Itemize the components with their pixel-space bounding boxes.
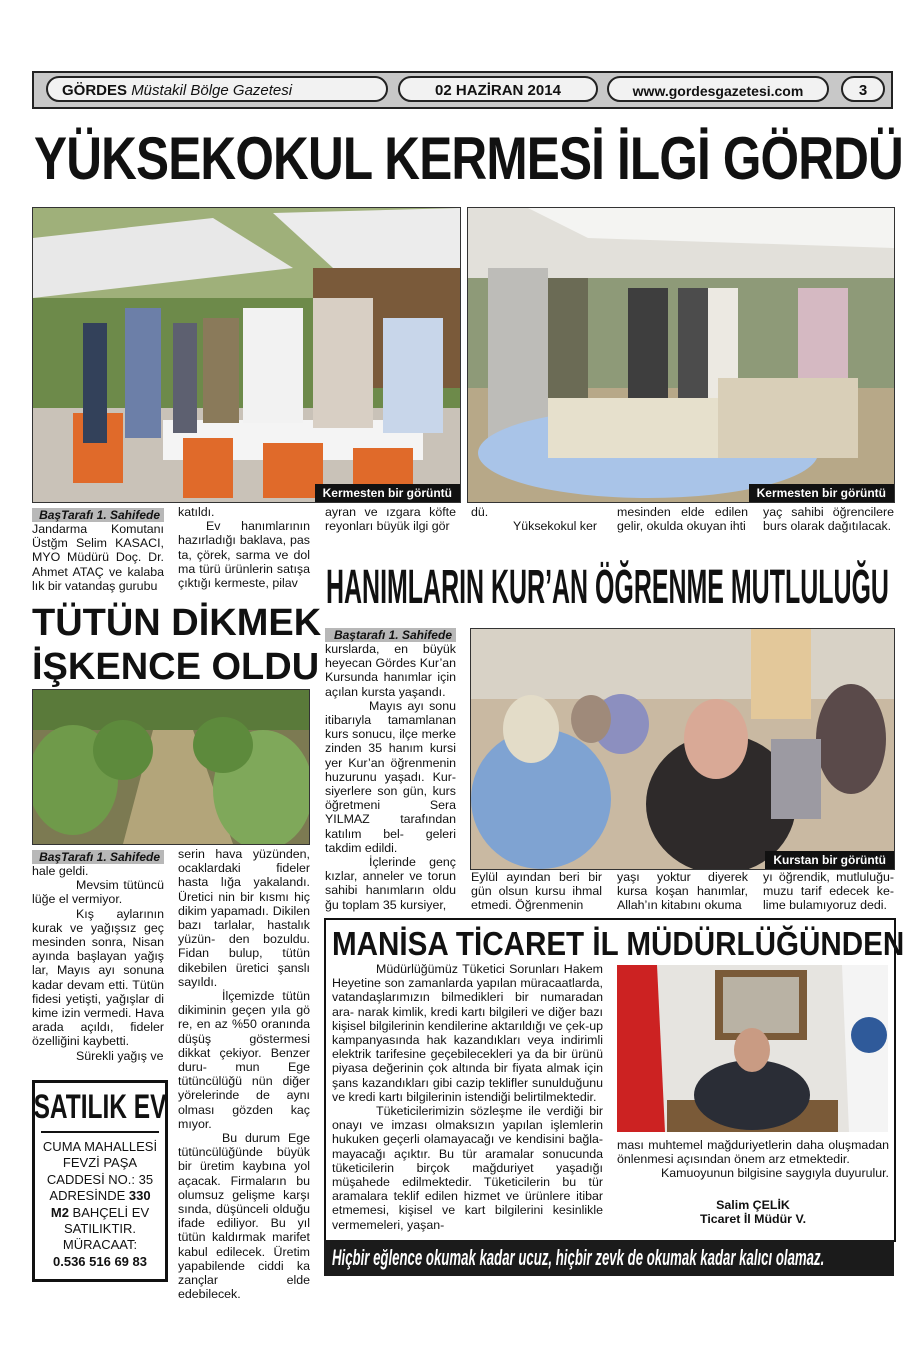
tutun-col-1-text-b: Mevsim tütüncü lüğe el vermiyor.: [32, 878, 164, 907]
kermes-col-4: [471, 505, 602, 533]
kuran-col-4: [763, 870, 894, 913]
paper-subtitle: Müstakil Bölge Gazetesi: [131, 82, 293, 99]
kermes-photo-1-image: [33, 208, 460, 502]
tutun-col-1: [32, 850, 164, 1063]
kermes-col-2: [178, 505, 310, 590]
kermes-photo-2-image: [468, 208, 894, 502]
tutun-col-1-text-c: Kış aylarının kurak ve yağışsız geç mesinden sonra, Nisan ayında başlayan yağış lar, Mayıs ayı sonuna kadar devam etti. Tütün fidesi yetişti, yağışlar di kime izin vermedi. Hava arada açıldı, fideler özelliğini kaybetti.: [32, 906, 164, 1049]
kermes-col-3: [325, 505, 456, 533]
ticaret-text-right: [617, 1138, 889, 1181]
kuran-continued-tag: Başt​arafı 1. Sahifede: [325, 628, 456, 642]
house-for-sale-ad: [32, 1080, 168, 1282]
ticaret-text-left: [332, 962, 603, 1232]
page-number: 3: [858, 82, 868, 99]
issue-date: 02 HAZİRAN 2014: [435, 82, 561, 99]
website-link[interactable]: www.gordesgazetesi.com: [632, 83, 804, 99]
kermes-photo-1-caption: Kermesten bir görüntü: [315, 484, 460, 502]
kermes-col-6: [763, 505, 894, 533]
house-ad-unit: M2: [50, 1204, 69, 1220]
kermes-col-2-text-a: katıldı.: [178, 505, 215, 519]
kuran-col-1-text-c: İçlerinde genç kızlar, anneler ve torun sahibi hanımların oldu ğu toplam 35 kursiyer,: [325, 855, 456, 912]
tutun-headline-line-1: TÜTÜN DİKMEK: [32, 602, 322, 644]
kuran-col-1-text-b: Mayıs ayı sonu itibarıyla tamamlanan kurs sonucu, ilçe merke zinden 35 hanım kursi yer Kur’an öğrenmenin huzurunu yaşadı. Kur- siyerlere son gün, kurs öğretmeni Sera YILMAZ tarafından katılım bel- geleri takdim edildi.: [325, 698, 456, 855]
tutun-col-2-text-b: İlçemizde tütün dikiminin geçen yıla gö re, en az %50 oranında düşüş göstermesi dikkat çekiyor. Benzer duru- mun Ege tütüncülüğü nün diğer yörelerinde de aynı olması gözden kaç mıyor.: [178, 989, 310, 1131]
ticaret-para-3: ması muhtemel mağduriyetlerin daha oluşmadan önlenmesi açısından önem arz etmektedir.: [617, 1138, 889, 1167]
house-ad-line-5: [35, 1205, 165, 1221]
kermes-col-5-text: mesinden elde edilen gelir, okulda okuyan ihti: [617, 505, 748, 534]
house-ad-phone: 0.536 516 69 83: [53, 1253, 147, 1269]
kermes-col-5: [617, 505, 748, 533]
website-pill[interactable]: [607, 76, 829, 102]
kuran-col-3: [617, 870, 748, 913]
house-for-sale-divider: [41, 1131, 159, 1133]
kuran-photo-image: [471, 629, 894, 869]
page-number-pill: [841, 76, 885, 102]
house-ad-line-3: CADDESİ NO.: 35: [46, 1171, 154, 1187]
paper-name: GÖRDES: [62, 82, 128, 99]
kuran-photo-caption: Kurstan bir görüntü: [765, 851, 894, 869]
kermes-col-3-text: ayran ve ızgara köfte reyonları büyük ilgi gör: [325, 505, 456, 534]
date-pill: [398, 76, 598, 102]
kermes-photo-2-caption: Kermesten bir görüntü: [749, 484, 894, 502]
kermes-photo-1: [32, 207, 461, 503]
kermes-col-4-text-b: Yüksekokul ker: [513, 519, 598, 534]
house-for-sale-body: [35, 1139, 165, 1270]
tutun-col-2-text-c: Bu durum Ege tütüncülüğünde büyük bir üretim kaybına yol açacak. Firmaların bu olumsuz gelişme karşı sında, düşünceli olduğu ifade ediliyor. Bu yıl tütün kaldırmak marifet kabul edilecek. Üretim yapabilende ciddi ka zançlar elde edebilecek.: [178, 1131, 310, 1302]
tobacco-field-image: [33, 690, 309, 844]
house-ad-line-4-text: ADRESİNDE: [49, 1188, 129, 1204]
house-ad-line-4: [35, 1188, 165, 1204]
kuran-col-3-text: yaşı yoktur diyerek kursa koşan hanımlar, Allah’ın kitabını okuma: [617, 870, 748, 913]
ticaret-para-4: Kamuoyunun bilgisine saygıyla duyurulur.: [661, 1166, 889, 1181]
kermes-col-1: [32, 508, 164, 593]
tutun-col-2-text-a: serin hava yüzünden, ocaklardaki fideler hasta lığa yakalandı. Üretici nin bir kısmı hiç dikim yapamadı. Dikilen bazı tarlalar, hastalık yüzün- den bozuldu. Fidan bulup, tütün dikebilen üretici şanslı sayıldı.: [178, 847, 310, 989]
footer-slogan-banner: [324, 1240, 894, 1276]
signer-title: Ticaret İl Müdür V.: [699, 1212, 807, 1227]
house-ad-line-1: CUMA MAHALLESİ: [42, 1139, 158, 1154]
house-ad-line-6: SATILIKTIR.: [64, 1221, 136, 1237]
kermes-col-2-text-b: Ev hanımlarının hazırladığı baklava, pas ta, çörek, sarma ve dol ma türü ürünlerin satışa çıktığı kermeste, pilav: [178, 519, 310, 591]
kermes-photo-2: [467, 207, 895, 503]
kuran-headline: HANIMLARIN KUR’AN ÖĞRENME MUTLULUĞU: [326, 561, 889, 614]
director-photo-image: [617, 965, 888, 1132]
ticaret-para-2: Tüketicilerimizin sözleşme ile verdiği bir onayı ve imzası olmaksızın yapılan işlemlerin hukuken geçerli olamayacağı ve kendisini bağla- mayacağı açıktır. Bu tür aramalar sonucunda tüketicilerin birçok mağduriyet yaşadığı müşahede edilmektedir. Tüketicilerin bu tür aramalara teklif edilen hizmet ve ürünlere itibar etmemesi, kişisel ve kart bilgilerini kesinlikle vermemeleri, yaşan-: [332, 1104, 603, 1232]
kermes-col-1-text: Jandarma Komutanı Üstğm Selim KASACI, MYO Müdürü Doç. Dr. Ahmet ATAÇ ve kalaba lık bir vatandaş gurubu: [32, 522, 164, 593]
paper-name-pill: [46, 76, 388, 102]
footer-slogan-text: Hiçbir eğlence okumak kadar ucuz, hiçbir zevk de okumak kadar kalıcı olamaz.: [332, 1245, 825, 1270]
kermes-col-4-text-a: dü.: [471, 505, 489, 519]
house-ad-area: 330: [128, 1188, 151, 1204]
kuran-col-4-text: yı öğrendik, mutluluğu- muzu tarif edecek ke- lime bulamıyoruz dedi.: [763, 870, 894, 913]
kuran-col-2-text: Eylül ayından beri bir gün olsun kursu ihmal etmedi. Öğrenmenin: [471, 870, 602, 913]
ticaret-para-1: Müdürlüğümüz Tüketici Sorunları Hakem Heyetine son zamanlarda yapılan müracaatlarda, vatandaşlarımızın bilmedikleri bir numaradan ara- narak kimlik, kredi kartı bilgileri ve diğer bazı kişisel bilgilerinin kendilerine aktarıldığı ve çek-up kampanyasında hak kazandıkları veya indirimli elektrik tarifesine geçebilecekleri ya da bir ürünü piyasa değerinin çok altında bir fiyata almak için şans kazandıkları gibi cazip teklifler sunulduğunu ve kredi kartı bilgilerinin istendiği belirtilmektedir.: [332, 962, 603, 1104]
kermes-continued-tag: BaşTarafı 1. Sahifede: [32, 508, 164, 522]
signer-name: Salim ÇELİK: [716, 1198, 790, 1212]
house-for-sale-title: SATILIK EV: [33, 1088, 167, 1126]
ticaret-signature: [617, 1198, 889, 1226]
kuran-photo: [470, 628, 895, 870]
main-headline: YÜKSEKOKUL KERMESİ İLGİ GÖRDÜ: [34, 125, 903, 192]
kuran-col-1-text-a: kurslarda, en büyük heyecan Gördes Kur’an Kursunda hanımlar için açılan kursta yaşandı.: [325, 642, 456, 699]
tobacco-field-photo: [32, 689, 310, 845]
ticaret-headline: MANİSA TİCARET İL MÜDÜRLÜĞÜNDEN: [332, 925, 905, 962]
kuran-col-2: [471, 870, 602, 913]
tutun-continued-tag: BaşTarafı 1. Sahifede: [32, 850, 164, 864]
director-photo: [617, 965, 888, 1132]
tutun-col-2: [178, 847, 310, 1302]
tutun-col-1-text-a: hale geldi.: [32, 864, 89, 878]
tutun-headline-line-2: İŞKENCE OLDU: [32, 646, 320, 688]
kermes-col-6-text: yaç sahibi öğrencilere burs olarak dağıtılacak.: [763, 505, 894, 534]
house-ad-line-2: FEVZİ PAŞA: [62, 1155, 138, 1171]
house-ad-line-7: MÜRACAAT:: [62, 1237, 138, 1253]
house-ad-line-5-text: BAHÇELİ EV: [68, 1204, 150, 1220]
tutun-col-1-text-d: Sürekli yağış ve: [76, 1048, 164, 1063]
kuran-col-1: [325, 628, 456, 912]
